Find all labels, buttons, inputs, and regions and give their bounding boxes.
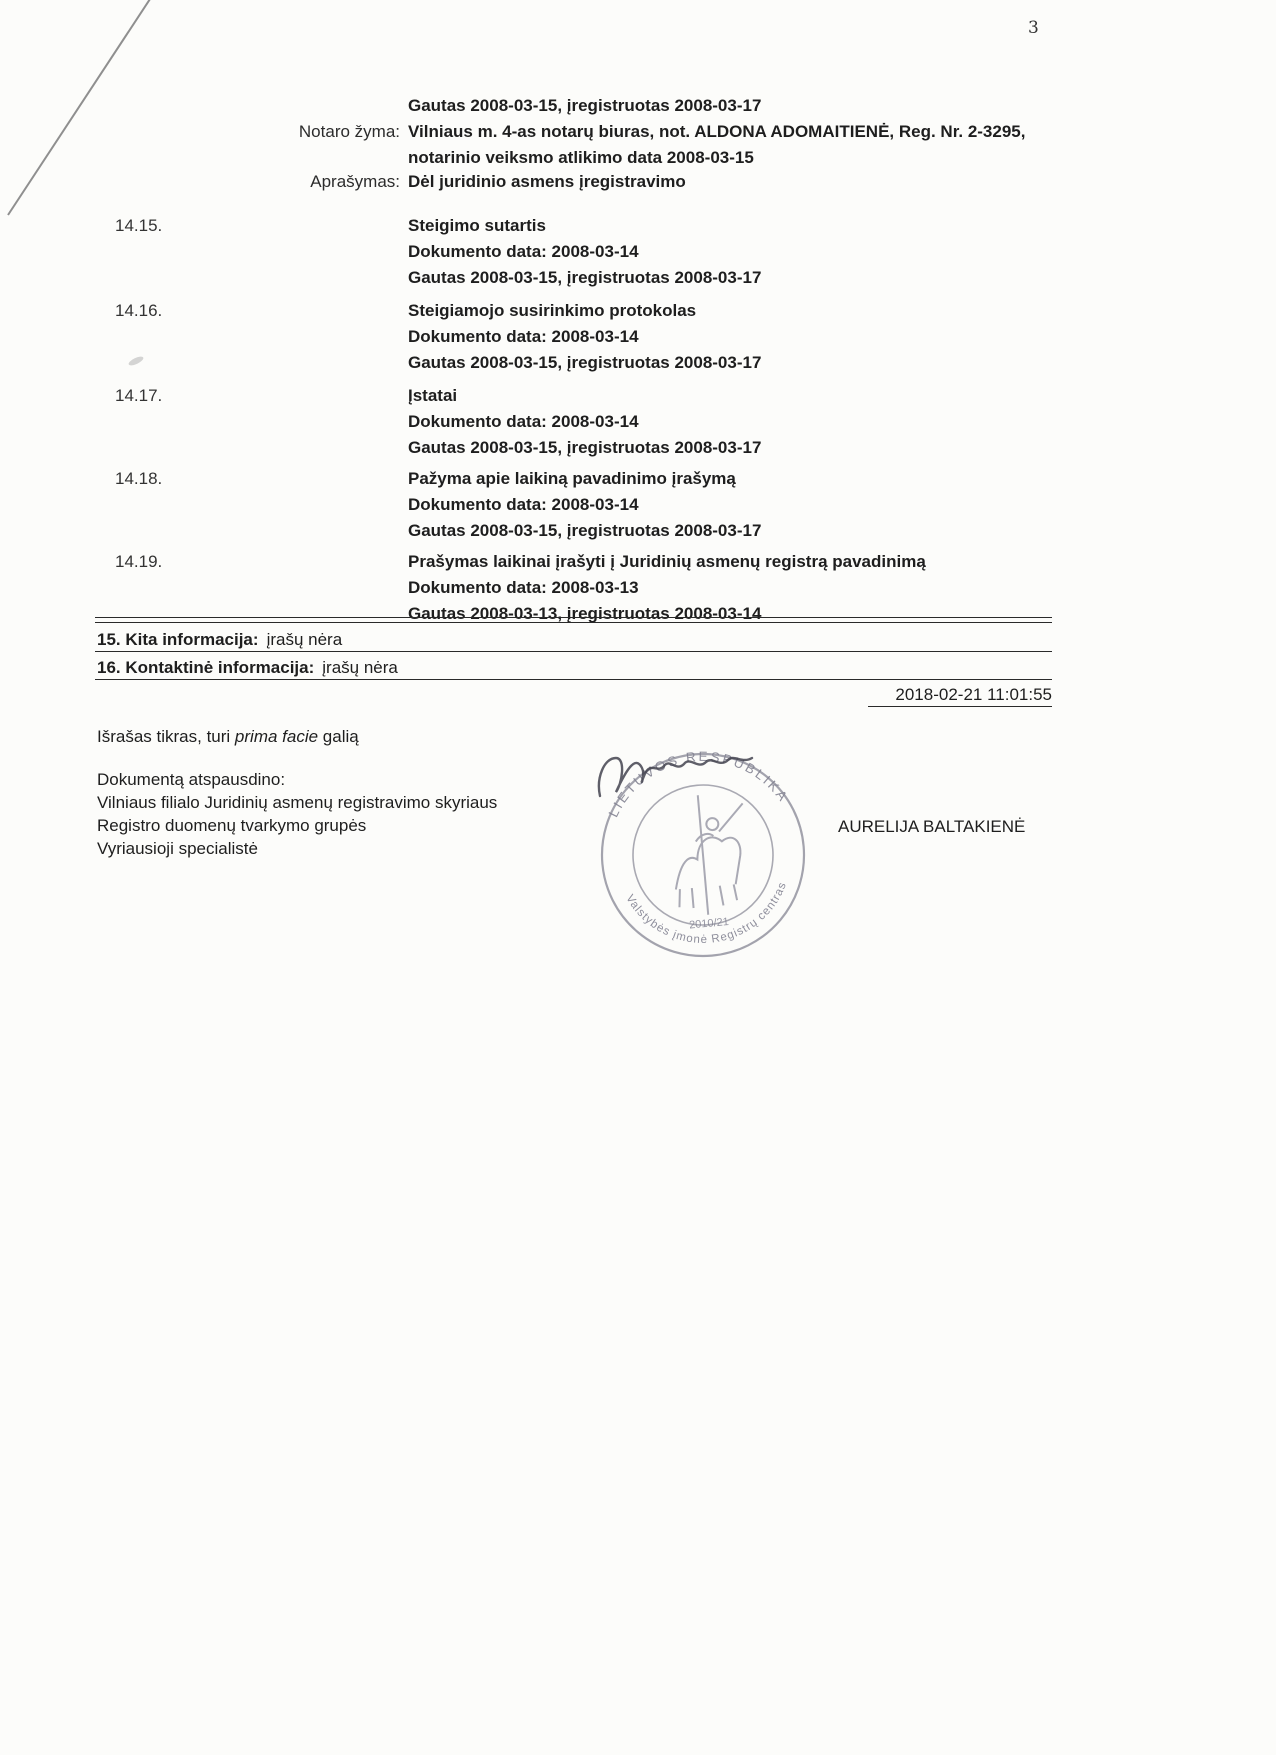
stamp-bottom-text: Valstybės įmonė Registrų centras xyxy=(623,880,790,947)
item-received: Gautas 2008-03-13, įregistruotas 2008-03-14 xyxy=(408,604,762,623)
item-block xyxy=(408,383,1068,461)
divider-line xyxy=(95,679,1052,680)
section-16-row xyxy=(97,655,398,681)
prima-facie-term: prima facie xyxy=(234,727,319,746)
notaro-value: Vilniaus m. 4-as notarų biuras, not. ALDONA ADOMAITIENĖ, Reg. Nr. 2-3295, notarinio veiksmo atlikimo data 2008-03-15 xyxy=(408,122,1026,167)
printed-by-label: Dokumentą atspausdino: xyxy=(97,770,286,789)
extract-timestamp: 2018-02-21 11:01:55 xyxy=(895,685,1052,704)
item-number: 14.17. xyxy=(115,386,163,405)
gautas-line: Gautas 2008-03-15, įregistruotas 2008-03-17 xyxy=(408,96,762,115)
stamp-inner-number: 2010/21 xyxy=(688,916,730,932)
section-15-label: 15. Kita informacija: xyxy=(97,630,259,649)
prima-facie-prefix: Išrašas tikras, turi xyxy=(97,727,235,746)
divider-line xyxy=(95,651,1052,652)
prima-facie-line xyxy=(97,724,359,750)
item-block xyxy=(408,298,1068,376)
printed-by-line-2: Registro duomenų tvarkymo grupės xyxy=(97,816,367,835)
scan-fold-artifact xyxy=(0,0,170,225)
signer-name: AURELIJA BALTAKIENĖ xyxy=(838,817,1026,836)
timestamp-underline xyxy=(868,706,1052,707)
scan-smudge-artifact xyxy=(127,355,144,367)
item-doc-date: Dokumento data: 2008-03-14 xyxy=(408,412,639,431)
item-received: Gautas 2008-03-15, įregistruotas 2008-03-17 xyxy=(408,438,762,457)
aprasymas-label: Aprašymas: xyxy=(310,172,400,191)
item-doc-date: Dokumento data: 2008-03-13 xyxy=(408,578,639,597)
printed-by-line-1: Vilniaus filialo Juridinių asmenų registravimo skyriaus xyxy=(97,793,498,812)
section-16-value: įrašų nėra xyxy=(322,658,398,677)
signature xyxy=(592,746,772,816)
item-number: 14.19. xyxy=(115,552,163,571)
divider-line xyxy=(95,617,1052,618)
divider-line xyxy=(95,622,1052,623)
stamp-top-text: LIETUVOS RESPUBLIKA xyxy=(605,748,792,820)
item-block xyxy=(408,549,1088,627)
svg-text:Valstybės įmonė Registrų centr xyxy=(623,879,794,953)
item-doc-date: Dokumento data: 2008-03-14 xyxy=(408,242,639,261)
item-doc-date: Dokumento data: 2008-03-14 xyxy=(408,495,639,514)
item-title: Steigimo sutartis xyxy=(408,216,546,235)
item-title: Prašymas laikinai įrašyti į Juridinių asmenų registrą pavadinimą xyxy=(408,552,926,571)
section-15-value: įrašų nėra xyxy=(266,630,343,649)
item-block xyxy=(408,466,1068,544)
item-doc-date: Dokumento data: 2008-03-14 xyxy=(408,327,639,346)
item-number: 14.18. xyxy=(115,469,163,488)
printed-by-line-3: Vyriausioji specialistė xyxy=(97,839,258,858)
item-number: 14.16. xyxy=(115,301,163,320)
item-title: Įstatai xyxy=(408,386,458,405)
item-received: Gautas 2008-03-15, įregistruotas 2008-03-17 xyxy=(408,521,762,540)
section-16-label: 16. Kontaktinė informacija: xyxy=(97,658,315,677)
section-15-row xyxy=(97,627,342,653)
item-block xyxy=(408,213,1068,291)
item-received: Gautas 2008-03-15, įregistruotas 2008-03-17 xyxy=(408,353,762,372)
page-number: 3 xyxy=(1028,18,1039,38)
item-number: 14.15. xyxy=(115,216,163,235)
item-title: Pažyma apie laikiną pavadinimo įrašymą xyxy=(408,469,736,488)
notaro-label: Notaro žyma: xyxy=(298,122,400,141)
prima-facie-suffix: galią xyxy=(318,727,359,746)
item-received: Gautas 2008-03-15, įregistruotas 2008-03-17 xyxy=(408,268,762,287)
aprasymas-value: Dėl juridinio asmens įregistravimo xyxy=(408,172,686,191)
item-title: Steigiamojo susirinkimo protokolas xyxy=(408,301,697,320)
